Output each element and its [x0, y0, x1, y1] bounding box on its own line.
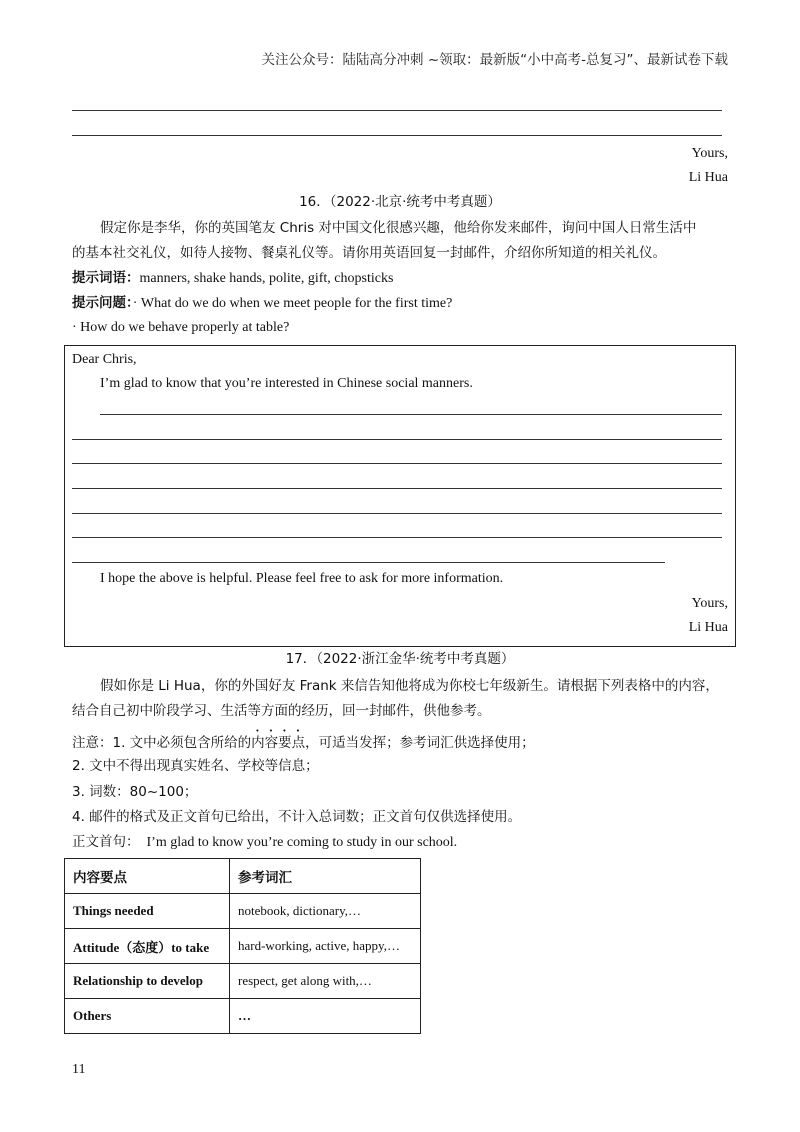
note1-emphasis: 内容要点	[251, 735, 306, 751]
writing-line	[72, 488, 722, 489]
hint-question-2: · How do we behave properly at table?	[72, 320, 290, 335]
content-table	[64, 858, 421, 1034]
q17-note-1	[72, 727, 535, 753]
letter-opening: I’m glad to know that you’re interested in Chinese social manners.	[100, 376, 473, 391]
letter-ending: I hope the above is helpful. Please feel free to ask for more information.	[100, 571, 504, 586]
writing-line	[72, 537, 722, 538]
q16-paragraph-line2: 的基本社交礼仪，如待人接物、餐桌礼仪等。请你用英语回复一封邮件，介绍你所知道的相关礼仪。	[72, 245, 666, 261]
note1-pre: 注意：1. 文中必须包含所给的	[72, 735, 252, 751]
writing-line	[72, 513, 722, 514]
hint-words-text: manners, shake hands, polite, gift, chopsticks	[139, 271, 394, 286]
table-row	[65, 999, 421, 1034]
table-header-cell: 参考词汇	[230, 859, 421, 894]
writing-line	[72, 439, 722, 440]
letter-signature: Li Hua	[688, 620, 728, 635]
q16-hint-questions	[72, 293, 452, 314]
table-cell: Relationship to develop	[65, 964, 230, 999]
first-sentence-label: 正文首句：	[72, 834, 140, 850]
q16-hint-words	[72, 268, 393, 289]
writing-line	[72, 562, 665, 563]
q17-heading: 17．（2022·浙江金华·统考中考真题）	[285, 651, 515, 667]
page-number: 11	[72, 1062, 86, 1077]
q17-paragraph-line1: 假如你是 Li Hua，你的外国好友 Frank 来信告知他将成为你校七年级新生。请根据下列表格中的内容，	[100, 678, 719, 694]
q17-note-4: 4. 邮件的格式及正文首句已给出，不计入总词数；正文首句仅供选择使用。	[72, 809, 522, 825]
letter-closing: Yours,	[691, 596, 728, 611]
table-cell: Others	[65, 999, 230, 1034]
note1-post: ，可适当发挥；参考词汇供选择使用；	[305, 735, 535, 751]
writing-line	[72, 463, 722, 464]
table-cell: …	[230, 999, 421, 1034]
writing-line	[100, 414, 722, 415]
letter-signature: Li Hua	[688, 170, 728, 185]
writing-line	[72, 110, 722, 111]
table-row	[65, 894, 421, 929]
hint-question-1: · What do we do when we meet people for the first time?	[132, 296, 453, 311]
table-row	[65, 929, 421, 964]
q16-paragraph-line1: 假定你是李华，你的英国笔友 Chris 对中国文化很感兴趣，他给你发来邮件，询问中国人日常生活中	[100, 220, 697, 236]
table-row	[65, 964, 421, 999]
table-cell: hard-working, active, happy,…	[230, 929, 421, 964]
table-cell: respect, get along with,…	[230, 964, 421, 999]
table-cell: Things needed	[65, 894, 230, 929]
writing-line	[72, 135, 722, 136]
table-cell: Attitude（态度）to take	[65, 929, 230, 964]
first-sentence-text: I’m glad to know you’re coming to study in our school.	[146, 835, 458, 850]
q17-note-2: 2. 文中不得出现真实姓名、学校等信息；	[72, 758, 319, 774]
table-cell: notebook, dictionary,…	[230, 894, 421, 929]
hint-words-label: 提示词语：	[72, 270, 140, 286]
q17-first-sentence	[72, 832, 457, 853]
page-header: 关注公众号：陆陆高分冲刺 ~领取：最新版“小中高考-总复习”、最新试卷下载	[261, 52, 728, 68]
q17-note-3: 3. 词数：80~100；	[72, 784, 198, 800]
hint-questions-label: 提示问题：	[72, 295, 133, 311]
q17-paragraph-line2: 结合自己初中阶段学习、生活等方面的经历，回一封邮件，供他参考。	[72, 703, 491, 719]
table-header-cell: 内容要点	[65, 859, 230, 894]
table-header-row	[65, 859, 421, 894]
letter-greeting: Dear Chris,	[72, 352, 137, 367]
q16-heading: 16．（2022·北京·统考中考真题）	[299, 194, 501, 210]
letter-closing: Yours,	[691, 146, 728, 161]
